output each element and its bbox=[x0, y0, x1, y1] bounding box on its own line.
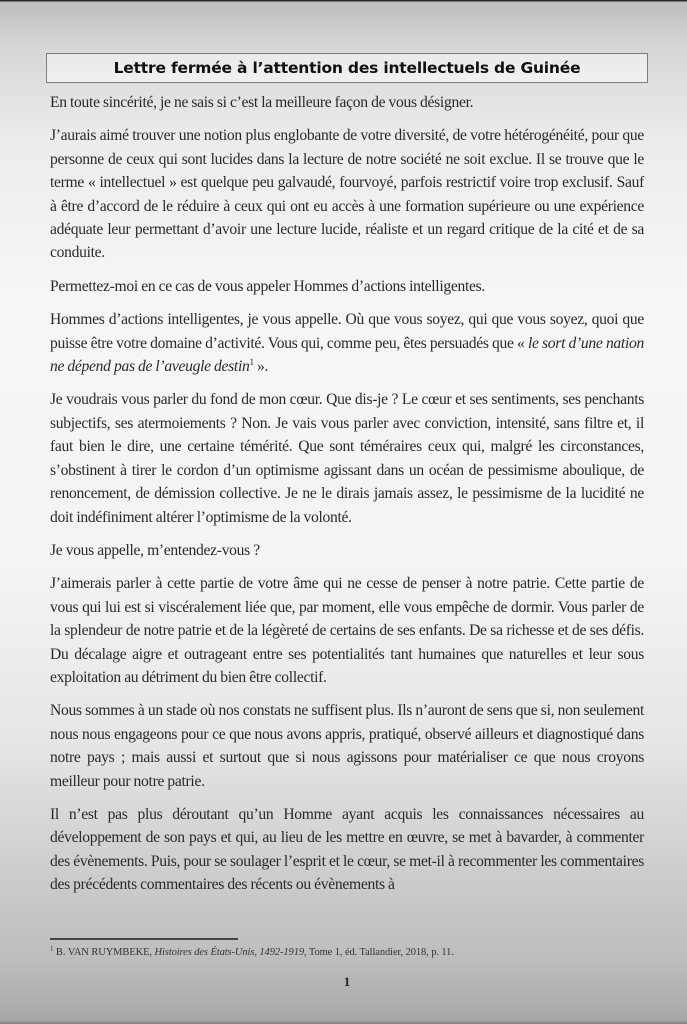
paragraph-4-text: Hommes d’actions intelligentes, je vous appelle. Où que vous soyez, qui que vous soyez, quoi que puisse être votre domaine d’activité. Vous qui, comme peu, êtes persuadés que « bbox=[50, 311, 644, 352]
document-title: Lettre fermée à l’attention des intellectuels de Guinée bbox=[113, 59, 581, 77]
paragraph-8: Nous sommes à un stade où nos constats ne suffisent plus. Ils n’auront de sens que si, non seulement nous nous engageons pour ce que nous avons appris, pratiqué, observé ailleurs et diagnostiqué dans notre pays ; mais aussi et surtout que si nous agissons pour matérialiser ce que nous croyons meilleur pour notre patrie. bbox=[50, 702, 644, 790]
page-number: 1 bbox=[343, 973, 351, 989]
letter-body bbox=[50, 91, 644, 897]
paragraph-1: En toute sincérité, je ne sais si c’est la meilleure façon de vous désigner. bbox=[50, 94, 474, 111]
paragraph-4 bbox=[50, 308, 644, 378]
paragraph-9: Il n’est pas plus déroutant qu’un Homme ayant acquis les connaissances nécessaires au développement de son pays et qui, au lieu de les mettre en œuvre, se met à bavarder, à commenter des évènements. Puis, pour se soulager l’esprit et le cœur, se met-il à recommenter les commentaires des précédents commentaires des récents ou évènements à bbox=[50, 805, 644, 894]
paragraph-2: J’aurais aimé trouver une notion plus englobante de votre diversité, de votre hétérogénéité, pour que personne de ceux qui sont lucides dans la lecture de notre société ne soit exclue. Il se trouve que le terme « intellectuel » est quelque peu galvaudé, fourvoyé, parfois restrictif voire trop exclusif. Sauf à être d’accord de le réduire à ceux qui ont eu accès à une formation supérieure ou une expérience adéquate leur permettant d’avoir une lecture lucide, réaliste et un regard critique de la cité et de sa conduite. bbox=[50, 127, 644, 262]
footer-area bbox=[50, 938, 644, 990]
title-box bbox=[46, 53, 648, 83]
quote-italic: le sort d’une nation ne dépend pas de l’aveugle destin bbox=[50, 334, 644, 376]
footnote-reference[interactable]: 1 bbox=[249, 356, 254, 367]
paragraph-5: Je voudrais vous parler du fond de mon cœur. Que dis-je ? Le cœur et ses sentiments, ses penchants subjectifs, ses atermoiements ? Non. Je vais vous parler avec conviction, intensité, sans filtre et, il faut bien le dire, une certaine témérité. Que sont téméraires ceux qui, malgré les circonstances, s’obstinent à tirer le cordon d’un optimisme agissant dans un océan de pessimisme aboulique, de renoncement, de démission collective. Je ne le dirais jamais assez, le pessimisme de la lucidité ne doit indéfiniment altérer l’optimisme de la volonté. bbox=[50, 391, 644, 526]
footnote-marker: 1 bbox=[50, 944, 54, 952]
footnote-separator bbox=[50, 938, 238, 940]
footnote bbox=[50, 946, 644, 960]
paragraph-7: J’aimerais parler à cette partie de votre âme qui ne cesse de penser à notre patrie. Cette partie de vous qui lui est si viscéralement liée que, par moment, elle vous empêche de dormir. Vous parler de la splendeur de notre patrie et de la légèreté de certains de ses enfants. De sa richesse et de ses défis. Du décalage aigre et outrageant entre ses potentialités tant humaines que naturelles et leur sous exploitation au détriment du bien être collectif. bbox=[50, 575, 644, 686]
footnote-work-title: Histoires des États-Unis, 1492-1919, bbox=[154, 946, 307, 958]
footnote-details: Tome 1, éd. Tallandier, 2018, p. 11. bbox=[306, 946, 454, 958]
footnote-author: B. VAN RUYMBEKE, bbox=[53, 946, 155, 958]
paragraph-3: Permettez-moi en ce cas de vous appeler Hommes d’actions intelligentes. bbox=[50, 277, 485, 295]
paragraph-4-tail: ». bbox=[253, 358, 269, 376]
paragraph-6: Je vous appelle, m’entendez-vous ? bbox=[50, 541, 260, 559]
